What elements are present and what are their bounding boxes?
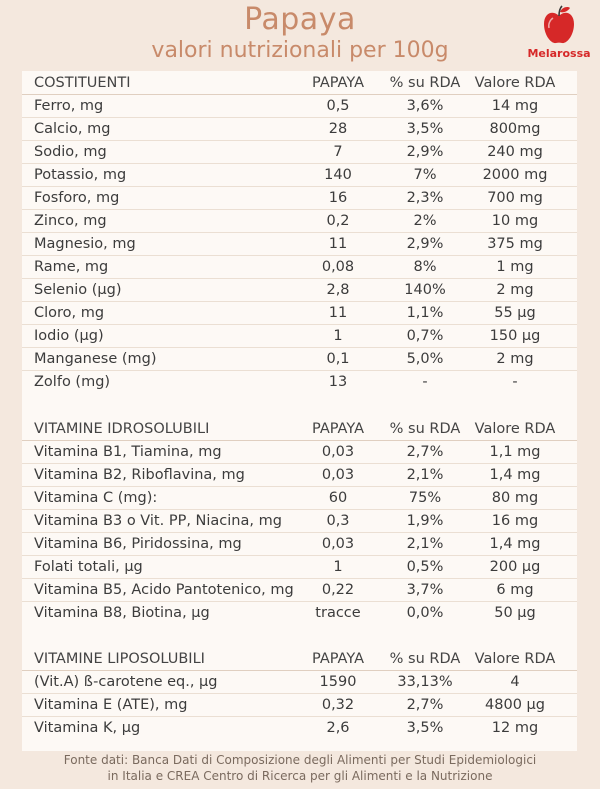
papaya-value: 7 [333,144,343,160]
table-row [22,694,577,717]
nutrient-name: Vitamina E (ATE), mg [34,697,188,713]
rda-percent: 5,0% [406,351,444,367]
table-row [22,210,577,233]
nutrient-name: Vitamina B8, Biotina, µg [34,605,210,621]
header-rda-percent: % su RDA [389,651,461,667]
table-header-row [22,648,577,671]
rda-value: 375 mg [487,236,543,252]
apple-icon [542,4,576,46]
table-row [22,118,577,141]
rda-value: 1,4 mg [489,467,541,483]
table-row [22,579,577,602]
table-row [22,302,577,325]
header-rda-percent: % su RDA [389,75,461,91]
nutrient-name: Vitamina B2, Riboflavina, mg [34,467,245,483]
table-row [22,602,577,625]
header-papaya: PAPAYA [312,651,364,667]
rda-value: 2000 mg [482,167,548,183]
header-name: VITAMINE IDROSOLUBILI [34,421,210,437]
table-row [22,510,577,533]
rda-percent: 2% [413,213,437,229]
papaya-value: 0,03 [321,536,355,552]
papaya-value: 0,3 [326,513,350,529]
rda-percent: 0,0% [406,605,444,621]
papaya-value: 60 [328,490,348,506]
header-papaya: PAPAYA [312,75,364,91]
table-row [22,187,577,210]
rda-value: 55 µg [494,305,536,321]
nutrient-name: Cloro, mg [34,305,105,321]
nutrient-name: Vitamina B3 o Vit. PP, Niacina, mg [34,513,282,529]
nutrient-name: Vitamina K, µg [34,720,141,736]
papaya-value: tracce [315,605,361,621]
papaya-value: 1 [333,559,343,575]
rda-percent: 2,7% [406,444,444,460]
nutrient-name: Calcio, mg [34,121,111,137]
nutrient-name: Vitamina B6, Piridossina, mg [34,536,242,552]
nutrient-name: Vitamina B5, Acido Pantotenico, mg [34,582,294,598]
papaya-value: 2,6 [326,720,350,736]
rda-percent: 7% [413,167,437,183]
papaya-value: 0,32 [321,697,355,713]
table-row [22,256,577,279]
rda-value: 1,1 mg [489,444,541,460]
rda-percent: 0,7% [406,328,444,344]
rda-percent: 2,3% [406,190,444,206]
rda-percent: 3,7% [406,582,444,598]
rda-value: 80 mg [491,490,539,506]
rda-percent: 1,1% [406,305,444,321]
table-row [22,441,577,464]
rda-value: - [512,374,518,390]
source-note [0,752,600,784]
rda-percent: 2,7% [406,697,444,713]
rda-percent: 2,9% [406,144,444,160]
papaya-value: 28 [328,121,348,137]
rda-value: 150 µg [489,328,541,344]
rda-value: 50 µg [494,605,536,621]
rda-percent: 75% [408,490,442,506]
source-note-line-1: Fonte dati: Banca Dati di Composizione degli Alimenti per Studi Epidemiologici [63,753,537,767]
papaya-value: 0,5 [326,98,350,114]
table-row [22,464,577,487]
table-row [22,671,577,694]
papaya-value: 0,22 [321,582,355,598]
rda-value: 1 mg [496,259,534,275]
rda-value: 6 mg [496,582,534,598]
header-rda-value: Valore RDA [474,75,556,91]
table-row [22,487,577,510]
papaya-value: 0,2 [326,213,350,229]
papaya-value: 2,8 [326,282,350,298]
nutrient-name: Rame, mg [34,259,109,275]
nutrient-name: Selenio (µg) [34,282,122,298]
papaya-value: 0,03 [321,444,355,460]
rda-value: 2 mg [496,351,534,367]
papaya-value: 0,03 [321,467,355,483]
table-row [22,348,577,371]
papaya-value: 140 [324,167,352,183]
rda-percent: 3,6% [406,98,444,114]
papaya-value: 11 [328,305,348,321]
brand-logo[interactable] [524,4,594,68]
rda-value: 200 µg [489,559,541,575]
papaya-value: 11 [328,236,348,252]
section-vitamine-idrosolubili [22,418,577,625]
table-header-row [22,418,577,441]
rda-value: 1,4 mg [489,536,541,552]
table-row [22,279,577,302]
table-row [22,717,577,740]
nutrient-name: Vitamina B1, Tiamina, mg [34,444,222,460]
header-rda-value: Valore RDA [474,651,556,667]
rda-value: 16 mg [491,513,539,529]
papaya-value: 13 [328,374,348,390]
brand-logo-text: Melarossa [527,47,591,60]
nutrient-name: Sodio, mg [34,144,107,160]
rda-value: 800mg [489,121,541,137]
rda-percent: 2,1% [406,467,444,483]
rda-percent: 3,5% [406,121,444,137]
rda-value: 240 mg [487,144,543,160]
nutrient-name: Iodio (µg) [34,328,104,344]
nutrient-name: Zinco, mg [34,213,107,229]
table-row [22,141,577,164]
rda-percent: 0,5% [406,559,444,575]
table-header-row [22,72,577,95]
rda-percent: 1,9% [406,513,444,529]
page-title: Papaya [244,2,356,37]
nutrient-name: Potassio, mg [34,167,127,183]
table-row [22,556,577,579]
header-name: VITAMINE LIPOSOLUBILI [34,651,205,667]
rda-value: 2 mg [496,282,534,298]
table-row [22,233,577,256]
papaya-value: 16 [328,190,348,206]
table-row [22,164,577,187]
nutrition-panel [22,71,577,751]
rda-percent: 33,13% [397,674,453,690]
header-papaya: PAPAYA [312,421,364,437]
nutrient-name: (Vit.A) ß-carotene eq., µg [34,674,218,690]
header [0,0,600,70]
rda-value: 700 mg [487,190,543,206]
section-vitamine-liposolubili [22,648,577,740]
rda-percent: 2,1% [406,536,444,552]
papaya-value: 1590 [319,674,357,690]
table-row [22,371,577,394]
rda-value: 14 mg [491,98,539,114]
table-row [22,325,577,348]
table-row [22,533,577,556]
nutrient-name: Manganese (mg) [34,351,157,367]
rda-percent: 3,5% [406,720,444,736]
papaya-value: 0,1 [326,351,350,367]
header-rda-value: Valore RDA [474,421,556,437]
rda-value: 10 mg [491,213,539,229]
source-note-line-2: in Italia e CREA Centro di Ricerca per gli Alimenti e la Nutrizione [107,769,493,783]
section-costituenti [22,72,577,394]
nutrient-name: Fosforo, mg [34,190,120,206]
rda-percent: 2,9% [406,236,444,252]
nutrient-name: Zolfo (mg) [34,374,111,390]
page-subtitle: valori nutrizionali per 100g [151,38,449,63]
header-name: COSTITUENTI [34,75,131,91]
papaya-value: 0,08 [321,259,355,275]
rda-value: 12 mg [491,720,539,736]
papaya-value: 1 [333,328,343,344]
header-rda-percent: % su RDA [389,421,461,437]
nutrient-name: Vitamina C (mg): [34,490,158,506]
rda-percent: 8% [413,259,437,275]
nutrient-name: Ferro, mg [34,98,104,114]
nutrient-name: Folati totali, µg [34,559,143,575]
nutrient-name: Magnesio, mg [34,236,136,252]
table-row [22,95,577,118]
rda-percent: - [422,374,428,390]
rda-value: 4 [510,674,520,690]
rda-value: 4800 µg [485,697,545,713]
rda-percent: 140% [404,282,446,298]
